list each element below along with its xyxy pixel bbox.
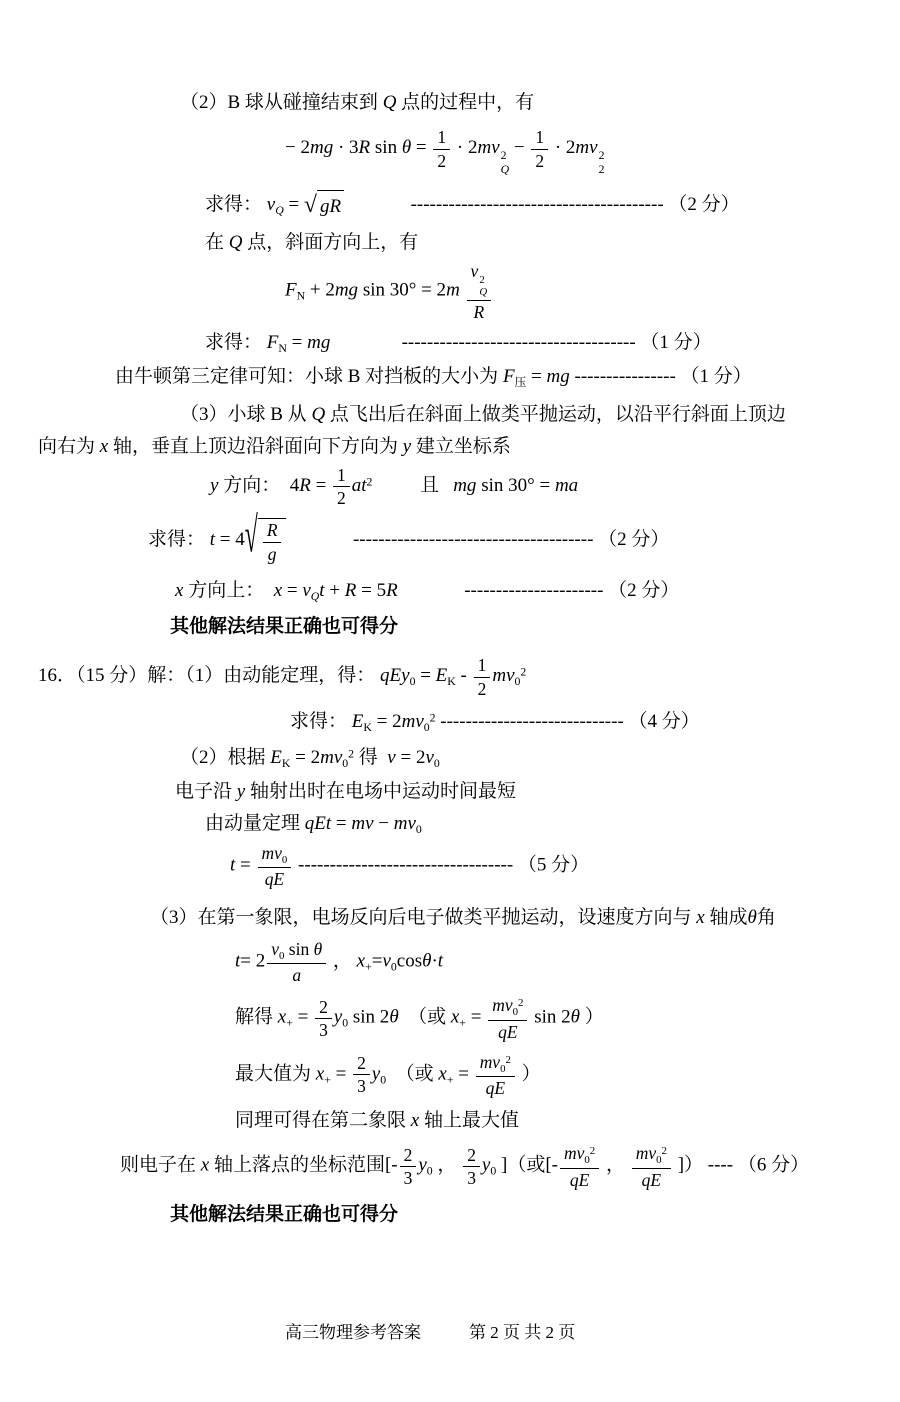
text-line: 向右为 x 轴，垂直上顶边沿斜面向下方向为 y 建立坐标系 [38,435,511,457]
text-line: 同理可得在第二象限 x 轴上最大值 [235,1109,519,1131]
text-line: 16．（15 分）解：（1）由动能定理，得： $qEy_0 = E_K$ - $\frac{1}{2}$ $mv_0^2$ [38,655,527,699]
text-line: $F_N + 2mg$ sin 30° = 2m v 2 Q R [0,261,900,321]
text-line: − 2mg · 3R sin θ = $\frac{1}{2}$ · 2mv 2 Q − $\frac{1}{2}$ · 2mv 2 2 [285,127,605,176]
page-footer [0,1318,900,1343]
document-lines [0,88,900,1229]
text-line: 由牛顿第三定律可知：小球 B 对挡板的大小为 $F_压$ = mg ---------------- （1 分） [115,366,752,390]
text-line: 求得： $F_N$ = mg ------------------------------------- （1 分） [205,331,712,355]
text-line: 其他解法结果正确也可得分 [170,616,399,637]
text-line: 则电子在 x 轴上落点的坐标范围[- $\frac{2}{3}$ $y_0$ ， $\frac{2}{3}$ $y_0$ ]（或[- $\frac{mv_0^2}{qE}$ ， $\frac{mv_0^2}{qE}$ ]） ---- （6 分） [120,1143,810,1190]
text-line: （2）B 球从碰撞结束到 Q 点的过程中，有 [180,92,535,113]
text-line: y 方向： 4R = $\frac{1}{2}$ $at^2$ 且 mg sin 30° = ma [210,465,579,509]
text-line: t = $\frac{mv_0}{qE}$ ---------------------------------- （5 分） [230,843,590,890]
text-line: （2）根据 $E_K = 2mv_0^2$ 得 $v = 2v_0$ [180,746,440,771]
text-line: 解得 $x_+$ = $\frac{2}{3}$ $y_0$ sin 2θ （或 $x_+$ = $\frac{mv_0^2}{qE}$ sin 2θ ） [235,995,604,1042]
text-line: 最大值为 $x_+$ = $\frac{2}{3}$ $y_0$ （或 $x_+$ = $\frac{mv_0^2}{qE}$ ） [235,1051,541,1098]
text-line: 由动量定理 qEt = mv − $mv_0$ [205,812,422,836]
footer-title: 高三物理参考答案 [285,1323,421,1342]
text-line: 其他解法结果正确也可得分 [170,1203,399,1225]
footer-page-number: 第 2 页 共 2 页 [469,1323,576,1342]
text-line: 求得： t = 4 √ $\frac{R}{g}$ -------------------------------------- （2 分） [148,509,670,565]
text-line: （3）在第一象限，电场反向后电子做类平抛运动，设速度方向与 x 轴成θ角 [150,907,776,929]
text-line: （3）小球 B 从 Q 点飞出后在斜面上做类平抛运动，以沿平行斜面上顶边 [180,404,786,426]
text-line: 电子沿 y 轴射出时在电场中运动时间最短 [175,781,516,803]
text-line: 求得： $E_K = 2mv_0^2$ ----------------------------- （4 分） [290,710,700,734]
text-line: 在 Q 点，斜面方向上，有 [205,231,419,253]
text-line: t= 2 $\frac{v_0 \sin \theta}{a}$ ， $x_+=v_0\cos\theta\cdot t$ [235,938,444,986]
text-line: x 方向上： $x = v_Qt + R = 5R$ ---------------------- （2 分） [175,579,680,603]
text-line: 求得： $v_Q$ = √ gR ---------------------------------------- （2 分） [0,190,900,221]
